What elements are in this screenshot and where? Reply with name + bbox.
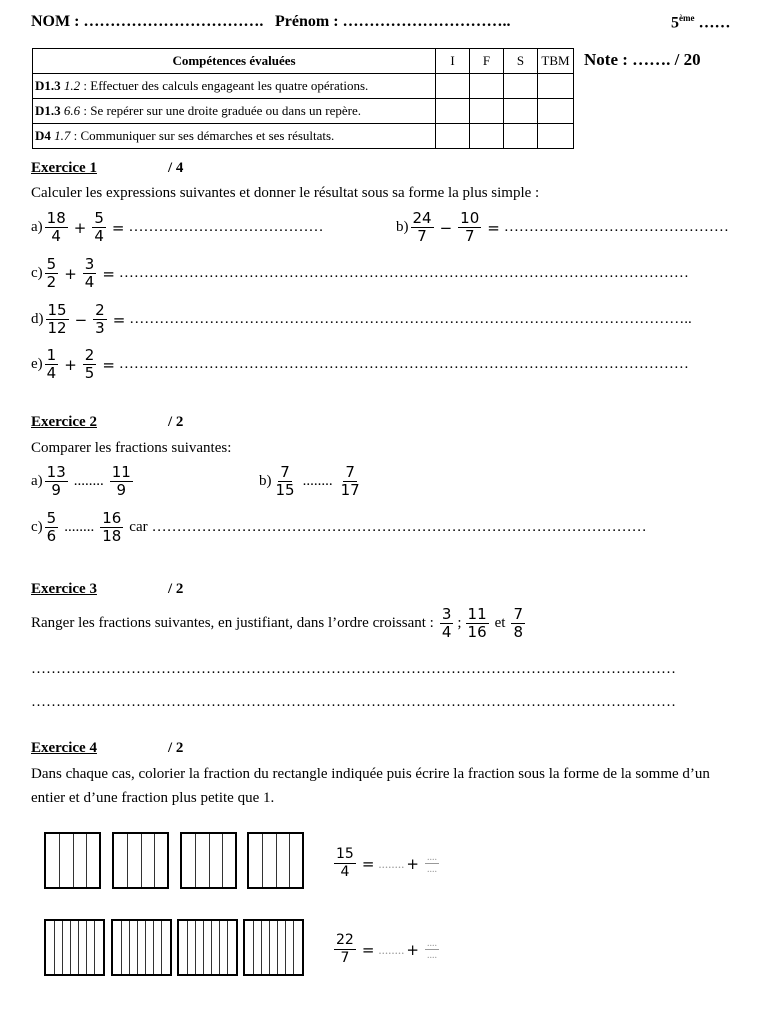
ex4-instruction-2: entier et d’une fraction plus petite que 1. — [31, 790, 275, 806]
ex4-instruction-1: Dans chaque cas, colorier la fraction du rectangle indiquée puis écrire la fraction sous la forme de la somme d’un — [31, 766, 710, 782]
ex4-equation-2: $\frac{22}{7}$ = ........ + $\frac{....}{....}$ — [336, 932, 437, 966]
rectangle-quarters[interactable] — [44, 832, 101, 889]
grade-cell[interactable] — [436, 99, 470, 124]
table-title: Compétences évaluées — [33, 49, 436, 74]
ex1-item-d: d) $\frac{15}{12}$ − $\frac{2}{3}$ = ………………………………………………………………………………………………….. — [31, 301, 692, 337]
ex2-item-c: c) $\frac{5}{6}$ ........ $\frac{16}{18}$ car ……………………………………………………………………………………… — [31, 509, 647, 545]
ex2-instruction: Comparer les fractions suivantes: — [31, 440, 232, 456]
ex3-answer-line-2[interactable]: ………………………………………………………………………………………………………………… — [31, 694, 676, 710]
compare-blank[interactable]: ........ — [73, 473, 104, 489]
ex3-instruction-line: Ranger les fractions suivantes, en justifiant, dans l’ordre croissant : $\frac{3}{4}$ ; $\frac{11}{16}$ et $\frac{7}{8}$ — [31, 605, 523, 641]
integer-blank[interactable]: ........ — [378, 941, 405, 957]
fraction-blank[interactable]: $\frac{....}{....}$ — [426, 852, 437, 875]
answer-blank[interactable]: …………………………………………………………………………………………………… — [118, 265, 689, 281]
competence-cell: D1.3 6.6 : Se repérer sur une droite graduée ou dans un repère. — [33, 99, 436, 124]
ex1-item-a: a) $\frac{18}{4}$ + $\frac{5}{4}$ = ………………………………… — [31, 209, 324, 245]
ex3-title: Exercice 3 — [31, 581, 97, 597]
integer-blank[interactable]: ........ — [378, 855, 405, 871]
grade-cell[interactable] — [538, 74, 574, 99]
prenom-field[interactable]: Prénom : ………………………….. — [275, 13, 511, 30]
table-row — [33, 99, 574, 124]
answer-blank[interactable]: …………………………………………………………………………………………………… — [118, 356, 689, 372]
competence-cell: D4 1.7 : Communiquer sur ses démarches et ses résultats. — [33, 124, 436, 149]
ex3-instruction: Ranger les fractions suivantes, en justifiant, dans l’ordre croissant : — [31, 615, 434, 631]
level-i: I — [436, 49, 470, 74]
class-number: 5 — [671, 14, 679, 32]
competences-table — [32, 48, 574, 149]
ex4-points: / 2 — [168, 740, 184, 756]
ex1-title: Exercice 1 — [31, 160, 97, 176]
rectangle-sevenths[interactable] — [44, 919, 105, 976]
note-field[interactable]: Note : ……. / 20 — [584, 50, 701, 69]
ex2-item-b: b) $\frac{7}{15}$ ........ $\frac{7}{17}$ — [259, 463, 360, 499]
grade-cell[interactable] — [470, 99, 504, 124]
ex1-points: / 4 — [168, 160, 184, 176]
ex1-instruction: Calculer les expressions suivantes et donner le résultat sous sa forme la plus simple : — [31, 185, 540, 201]
grade-cell[interactable] — [470, 124, 504, 149]
class-field[interactable] — [671, 13, 731, 32]
answer-blank[interactable]: ……………………………………… — [503, 219, 729, 235]
table-row — [33, 124, 574, 149]
rectangle-quarters[interactable] — [180, 832, 237, 889]
answer-blank[interactable]: ………………………………… — [128, 219, 324, 235]
table-row — [33, 74, 574, 99]
competence-cell: D1.3 1.2 : Effectuer des calculs engageant les quatre opérations. — [33, 74, 436, 99]
ex4-equation-1: $\frac{15}{4}$ = ........ + $\frac{....}{....}$ — [336, 846, 437, 880]
ex2-item-a: a) $\frac{13}{9}$ ........ $\frac{11}{9}$ — [31, 463, 131, 499]
rectangle-quarters[interactable] — [112, 832, 169, 889]
compare-blank[interactable]: ........ — [302, 473, 333, 489]
level-tbm: TBM — [538, 49, 574, 74]
justification-blank[interactable]: ……………………………………………………………………………………… — [151, 519, 647, 535]
ex1-item-b: b) $\frac{24}{7}$ − $\frac{10}{7}$ = ……………………………………… — [396, 209, 729, 245]
class-superscript: ème — [679, 13, 695, 23]
answer-blank[interactable]: ………………………………………………………………………………………………….. — [129, 311, 692, 327]
ex3-points: / 2 — [168, 581, 184, 597]
ex2-points: / 2 — [168, 414, 184, 430]
ex3-answer-line-1[interactable]: ………………………………………………………………………………………………………………… — [31, 661, 676, 677]
ex2-title: Exercice 2 — [31, 414, 97, 430]
fraction-blank[interactable]: $\frac{....}{....}$ — [426, 938, 437, 961]
class-dots: …… — [694, 14, 731, 32]
level-f: F — [470, 49, 504, 74]
grade-cell[interactable] — [504, 124, 538, 149]
nom-field[interactable]: NOM : ……………………………. — [31, 13, 264, 30]
grade-cell[interactable] — [538, 99, 574, 124]
rectangle-sevenths[interactable] — [177, 919, 238, 976]
ex1-item-c: c) $\frac{5}{2}$ + $\frac{3}{4}$ = …………………………………………………………………………………………………… — [31, 255, 689, 291]
grade-cell[interactable] — [538, 124, 574, 149]
grade-cell[interactable] — [470, 74, 504, 99]
grade-cell[interactable] — [504, 99, 538, 124]
rectangle-sevenths[interactable] — [243, 919, 304, 976]
level-s: S — [504, 49, 538, 74]
grade-cell[interactable] — [436, 124, 470, 149]
ex1-item-e: e) $\frac{1}{4}$ + $\frac{2}{5}$ = …………………………………………………………………………………………………… — [31, 346, 689, 382]
table-header-row — [33, 49, 574, 74]
grade-cell[interactable] — [436, 74, 470, 99]
compare-blank[interactable]: ........ — [64, 519, 95, 535]
rectangle-quarters[interactable] — [247, 832, 304, 889]
grade-cell[interactable] — [504, 74, 538, 99]
rectangle-sevenths[interactable] — [111, 919, 172, 976]
ex4-title: Exercice 4 — [31, 740, 97, 756]
